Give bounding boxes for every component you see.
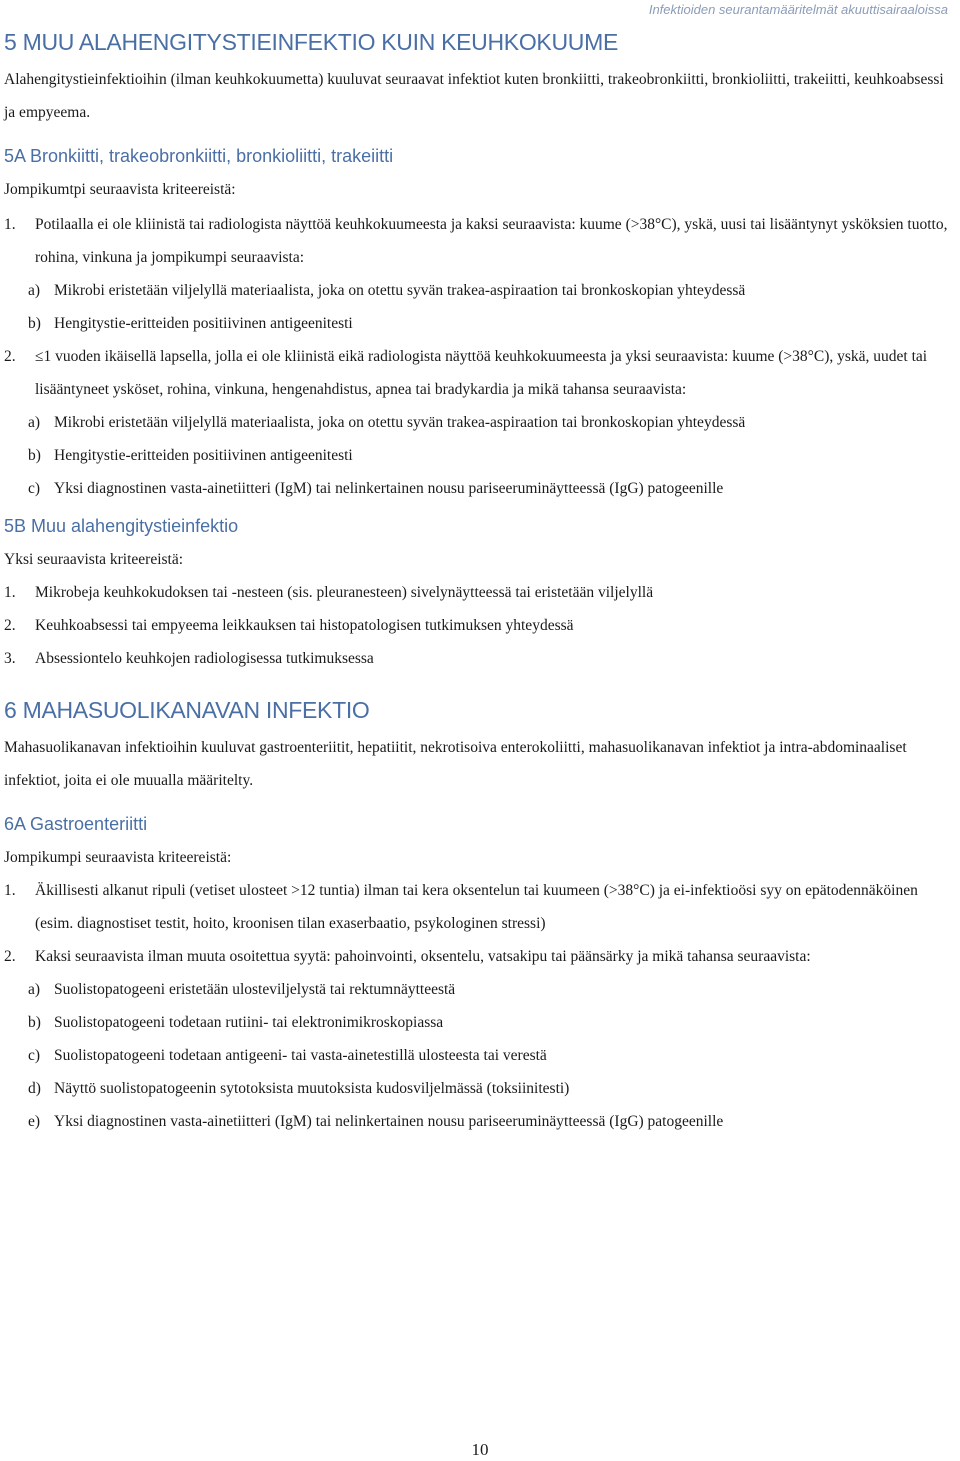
section-6a-lead: Jompikumpi seuraavista kriteereistä: — [4, 849, 232, 866]
list-number: 2. — [4, 948, 16, 965]
list-text: Keuhkoabsessi tai empyeema leikkauksen tai histopatologisen tutkimuksen yhteydessä — [35, 617, 574, 634]
sub-text: Näyttö suolistopatogeenin sytotoksista muutoksista kudosviljelmässä (toksiinitesti) — [54, 1080, 570, 1097]
sub-text: Suolistopatogeeni todetaan rutiini- tai elektronimikroskopiassa — [54, 1014, 444, 1031]
list-number: 1. — [4, 584, 16, 601]
sub-item — [4, 472, 956, 505]
sub-item — [4, 274, 956, 307]
list-number: 2. — [4, 348, 16, 365]
list-text: Mikrobeja keuhkokudoksen tai -nesteen (sis. pleuranesteen) sivelynäytteessä tai eristetään viljelyllä — [35, 584, 654, 601]
list-text: Kaksi seuraavista ilman muuta osoitettua syytä: pahoinvointi, oksentelu, vatsakipu tai päänsärky ja mikä tahansa seuraavista: — [35, 948, 811, 965]
sub-item — [4, 439, 956, 472]
list-number: 2. — [4, 617, 16, 634]
section-5-title: 5 MUU ALAHENGITYSTIEINFEKTIO KUIN KEUHKOKUUME — [4, 29, 618, 55]
sub-letter: a) — [28, 414, 41, 431]
list-item — [4, 940, 956, 973]
list-item — [4, 576, 956, 609]
list-text: Potilaalla ei ole kliinistä tai radiologista näyttöä keuhkokuumeesta ja kaksi seuraavista: kuume (>38°C), yskä, uusi tai lisääntynyt ysköksien tuotto, rohina, vinkuna ja jompikumpi seuraavista: — [35, 216, 948, 266]
list-item — [4, 208, 956, 274]
list-item — [4, 874, 956, 940]
sub-text: Hengitystie-eritteiden positiivinen antigeenitesti — [54, 447, 353, 464]
sub-text: Hengitystie-eritteiden positiivinen antigeenitesti — [54, 315, 353, 332]
list-item — [4, 609, 956, 642]
sub-item — [4, 973, 956, 1006]
list-text: ≤1 vuoden ikäisellä lapsella, jolla ei ole kliinistä eikä radiologista näyttöä keuhkokuumeesta ja yksi seuraavista: kuume (>38°C), yskä, uudet tai lisääntyneet ysköset, rohina, vinkuna, hengenahdistus, apnea tai bradykardia ja mikä tahansa seuraavista: — [35, 348, 928, 398]
document-page — [4, 27, 956, 1138]
sub-item — [4, 1039, 956, 1072]
sub-text: Mikrobi eristetään viljelyllä materiaalista, joka on otettu syvän trakea-aspiraation tai bronkoskopian yhteydessä — [54, 414, 746, 431]
sub-item — [4, 1072, 956, 1105]
section-6-title: 6 MAHASUOLIKANAVAN INFEKTIO — [4, 697, 370, 723]
section-5-intro: Alahengitystieinfektioihin (ilman keuhkokuumetta) kuuluvat seuraavat infektiot kuten bronkiitti, trakeobronkiitti, bronkioliitti, trakeiitti, keuhkoabsessi ja empyeema. — [4, 71, 944, 121]
sub-letter: b) — [28, 315, 41, 332]
page-number: 10 — [471, 1440, 489, 1459]
list-item — [4, 642, 956, 675]
sub-item — [4, 406, 956, 439]
section-5a-title: 5A Bronkiitti, trakeobronkiitti, bronkioliitti, trakeiitti — [4, 146, 394, 166]
list-number: 1. — [4, 216, 16, 233]
sub-text: Mikrobi eristetään viljelyllä materiaalista, joka on otettu syvän trakea-aspiraation tai bronkoskopian yhteydessä — [54, 282, 746, 299]
sub-letter: c) — [28, 1047, 41, 1064]
sub-letter: a) — [28, 282, 41, 299]
list-number: 1. — [4, 882, 16, 899]
list-item — [4, 340, 956, 406]
section-6-intro: Mahasuolikanavan infektioihin kuuluvat gastroenteriitit, hepatiitit, nekrotisoiva enterokoliitti, mahasuolikanavan infektiot ja intra-abdominaaliset infektiot, joita ei ole muualla määritelty. — [4, 739, 907, 789]
sub-letter: b) — [28, 1014, 41, 1031]
list-number: 3. — [4, 650, 16, 667]
section-5b-lead: Yksi seuraavista kriteereistä: — [4, 551, 184, 568]
list-text: Absessiontelo keuhkojen radiologisessa tutkimuksessa — [35, 650, 374, 667]
list-text: Äkillisesti alkanut ripuli (vetiset ulosteet >12 tuntia) ilman tai kera oksentelun tai kuumeen (>38°C) ja ei-infektioösi syy on epätodennäköinen (esim. diagnostiset testit, hoito, kroonisen tilan exaserbaatio, psykologinen stressi) — [35, 882, 918, 932]
sub-text: Suolistopatogeeni eristetään ulosteviljelystä tai rektumnäytteestä — [54, 981, 456, 998]
sub-item — [4, 1006, 956, 1039]
sub-letter: c) — [28, 480, 41, 497]
section-5a-lead: Jompikumtpi seuraavista kriteereistä: — [4, 181, 236, 198]
sub-letter: b) — [28, 447, 41, 464]
sub-item — [4, 1105, 956, 1138]
running-header: Infektioiden seurantamääritelmät akuuttisairaaloissa — [648, 2, 948, 17]
sub-text: Yksi diagnostinen vasta-ainetiitteri (IgM) tai nelinkertainen nousu pariseeruminäytteessä (IgG) patogeenille — [54, 1113, 724, 1130]
sub-text: Yksi diagnostinen vasta-ainetiitteri (IgM) tai nelinkertainen nousu pariseeruminäytteessä (IgG) patogeenille — [54, 480, 724, 497]
sub-item — [4, 307, 956, 340]
sub-letter: d) — [28, 1080, 41, 1097]
sub-letter: a) — [28, 981, 41, 998]
section-5b-title: 5B Muu alahengitystieinfektio — [4, 516, 239, 536]
sub-letter: e) — [28, 1113, 41, 1130]
section-6a-title: 6A Gastroenteriitti — [4, 814, 148, 834]
sub-text: Suolistopatogeeni todetaan antigeeni- tai vasta-ainetestillä ulosteesta tai verestä — [54, 1047, 547, 1064]
